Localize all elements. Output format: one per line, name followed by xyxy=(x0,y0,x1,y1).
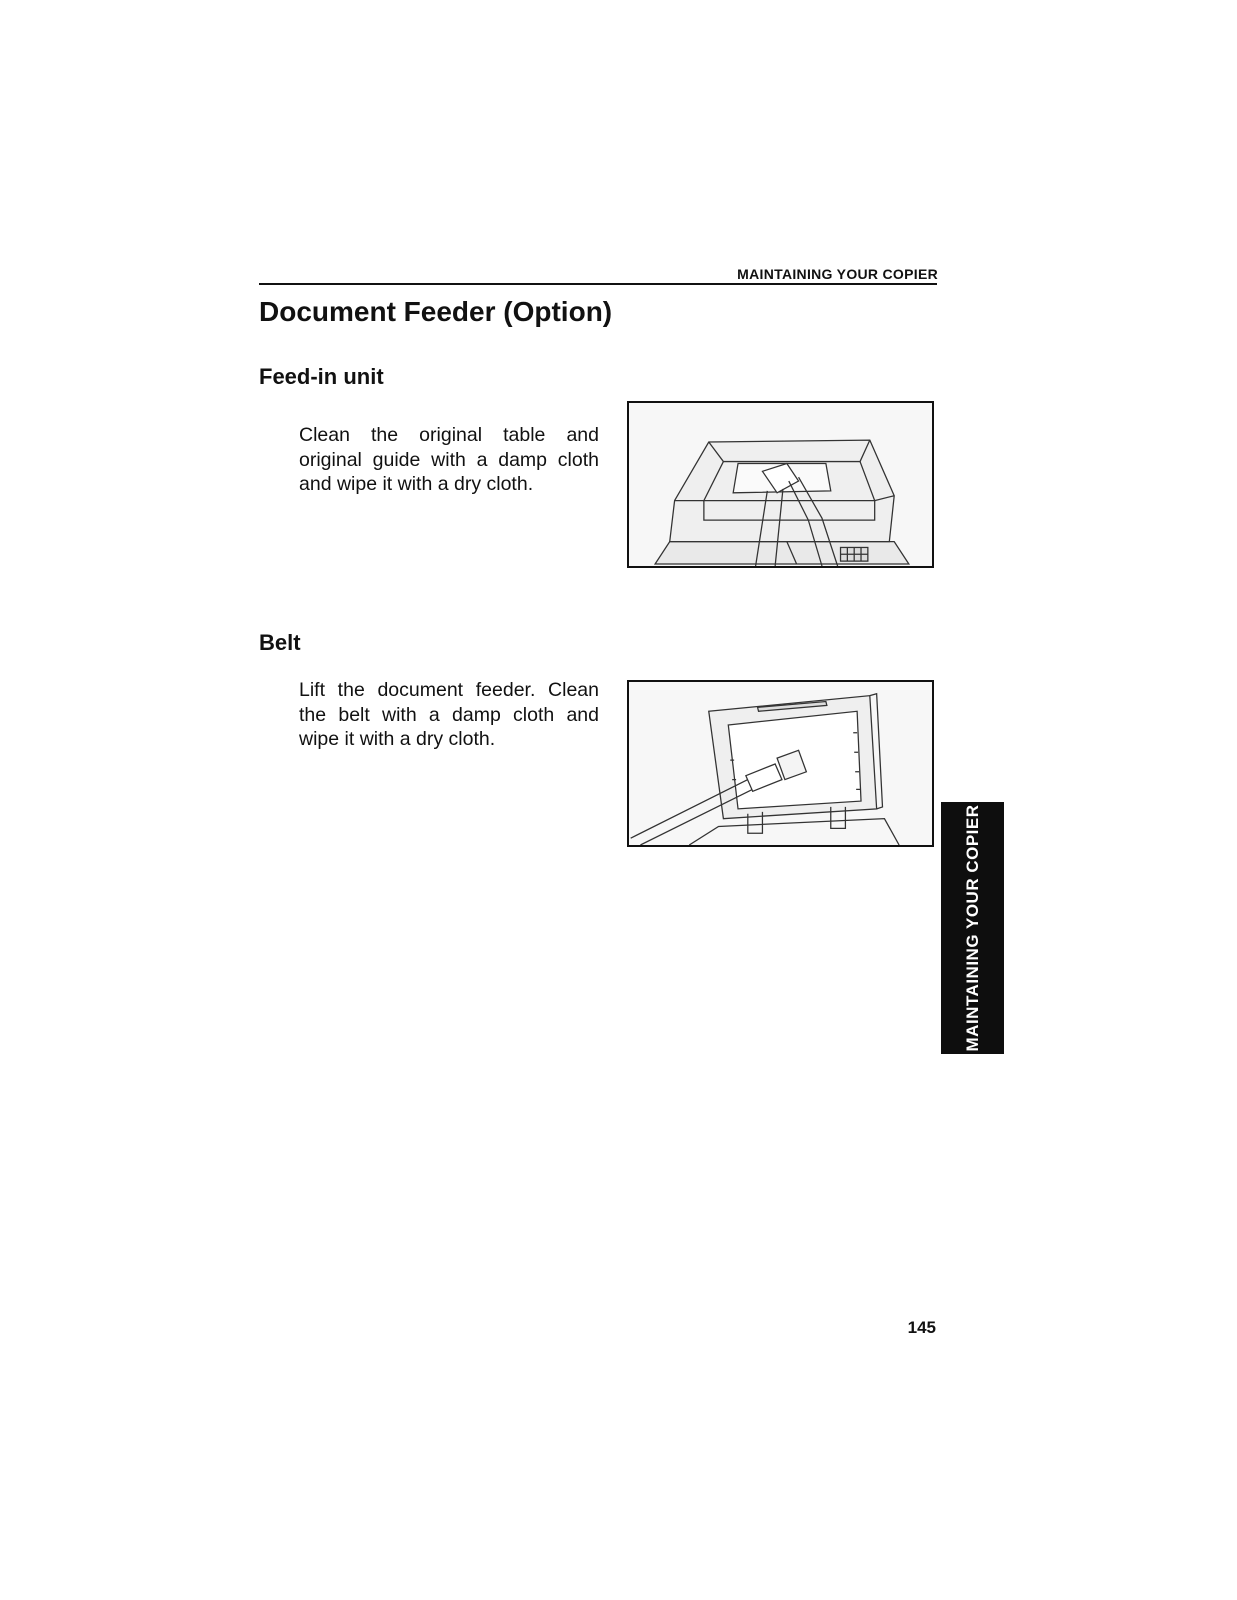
section-text-feed-in-unit: Clean the original table and original guide with a damp cloth and wipe it with a dry cloth. xyxy=(299,424,599,495)
section-heading-belt: Belt xyxy=(259,630,301,655)
section-heading-feed-in-unit: Feed-in unit xyxy=(259,364,384,389)
header-rule xyxy=(259,283,937,285)
side-tab xyxy=(941,802,1004,1054)
belt-cleaning-icon xyxy=(629,682,932,845)
running-header: MAINTAINING YOUR COPIER xyxy=(737,266,938,282)
feed-in-unit-illustration xyxy=(627,401,934,568)
page-number: 145 xyxy=(907,1318,936,1337)
belt-illustration xyxy=(627,680,934,847)
section-text-belt: Lift the document feeder. Clean the belt with a damp cloth and wipe it with a dry cloth. xyxy=(299,679,599,750)
side-tab-label: MAINTAINING YOUR COPIER xyxy=(962,804,982,1052)
page-title: Document Feeder (Option) xyxy=(259,296,613,327)
feeder-cleaning-icon xyxy=(629,403,932,566)
